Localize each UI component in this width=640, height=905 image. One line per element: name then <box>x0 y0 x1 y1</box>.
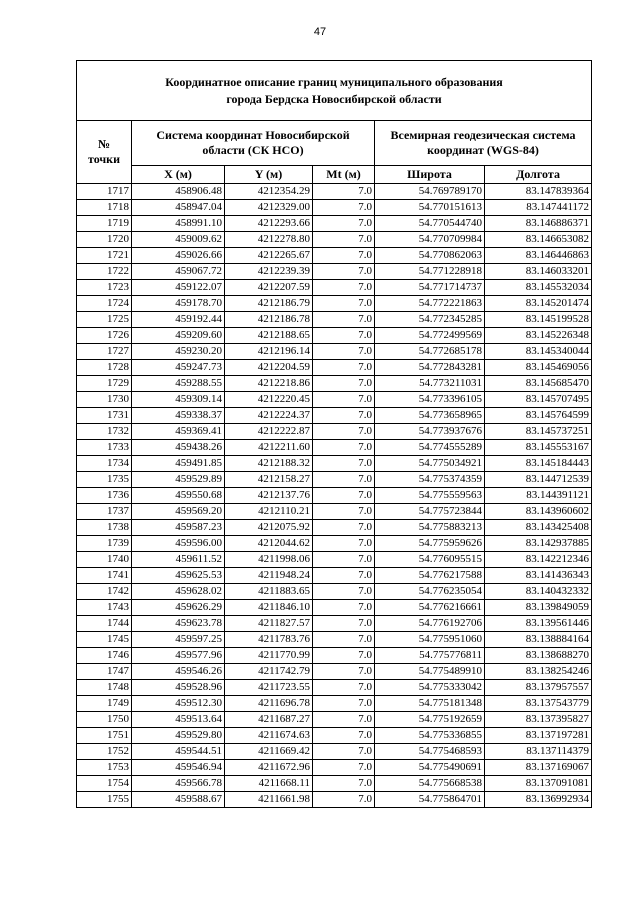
table-row <box>77 520 592 536</box>
x-cell: 459625.53 <box>132 568 225 584</box>
latitude-cell: 54.771228918 <box>375 264 485 280</box>
y-cell: 4212158.27 <box>225 472 313 488</box>
point-number-cell: 1720 <box>77 232 132 248</box>
table-row <box>77 280 592 296</box>
x-cell: 459178.70 <box>132 296 225 312</box>
latitude-cell: 54.774555289 <box>375 440 485 456</box>
x-cell: 459596.00 <box>132 536 225 552</box>
y-cell: 4212218.86 <box>225 376 313 392</box>
point-number-cell: 1738 <box>77 520 132 536</box>
longitude-cell: 83.144712539 <box>485 472 592 488</box>
point-number-cell: 1750 <box>77 712 132 728</box>
point-number-cell: 1729 <box>77 376 132 392</box>
table-row <box>77 424 592 440</box>
latitude-cell: 54.775490691 <box>375 760 485 776</box>
point-number-cell: 1721 <box>77 248 132 264</box>
x-cell: 459628.02 <box>132 584 225 600</box>
table-row <box>77 680 592 696</box>
longitude-cell: 83.138884164 <box>485 632 592 648</box>
x-cell: 459067.72 <box>132 264 225 280</box>
y-cell: 4212224.37 <box>225 408 313 424</box>
mt-cell: 7.0 <box>313 200 375 216</box>
table-row <box>77 216 592 232</box>
longitude-cell: 83.145469056 <box>485 360 592 376</box>
longitude-cell: 83.143425408 <box>485 520 592 536</box>
x-cell: 459544.51 <box>132 744 225 760</box>
longitude-cell: 83.147839364 <box>485 184 592 200</box>
y-cell: 4211723.55 <box>225 680 313 696</box>
x-cell: 459192.44 <box>132 312 225 328</box>
mt-cell: 7.0 <box>313 760 375 776</box>
mt-cell: 7.0 <box>313 472 375 488</box>
point-number-cell: 1744 <box>77 616 132 632</box>
x-cell: 459438.26 <box>132 440 225 456</box>
y-cell: 4211948.24 <box>225 568 313 584</box>
table-row <box>77 232 592 248</box>
mt-cell: 7.0 <box>313 664 375 680</box>
longitude-cell: 83.137543779 <box>485 696 592 712</box>
col-latitude-header: Широта <box>375 166 485 184</box>
table-row <box>77 392 592 408</box>
point-number-cell: 1752 <box>77 744 132 760</box>
longitude-cell: 83.146446863 <box>485 248 592 264</box>
latitude-cell: 54.775776811 <box>375 648 485 664</box>
latitude-cell: 54.770709984 <box>375 232 485 248</box>
mt-cell: 7.0 <box>313 312 375 328</box>
table-caption <box>77 61 592 121</box>
y-cell: 4211783.76 <box>225 632 313 648</box>
latitude-cell: 54.773396105 <box>375 392 485 408</box>
latitude-cell: 54.771714737 <box>375 280 485 296</box>
wgs84-system-header: Всемирная геодезическая система координат (WGS-84) <box>375 121 592 166</box>
x-cell: 459529.89 <box>132 472 225 488</box>
latitude-cell: 54.775951060 <box>375 632 485 648</box>
latitude-cell: 54.770862063 <box>375 248 485 264</box>
y-cell: 4212278.80 <box>225 232 313 248</box>
mt-cell: 7.0 <box>313 232 375 248</box>
x-cell: 459009.62 <box>132 232 225 248</box>
point-number-cell: 1736 <box>77 488 132 504</box>
latitude-cell: 54.775181348 <box>375 696 485 712</box>
table-row <box>77 552 592 568</box>
table-row <box>77 504 592 520</box>
point-number-word: точки <box>87 152 121 166</box>
table-row <box>77 296 592 312</box>
longitude-cell: 83.137395827 <box>485 712 592 728</box>
longitude-cell: 83.139849059 <box>485 600 592 616</box>
y-cell: 4212075.92 <box>225 520 313 536</box>
y-cell: 4211827.57 <box>225 616 313 632</box>
y-cell: 4211883.65 <box>225 584 313 600</box>
y-cell: 4212329.00 <box>225 200 313 216</box>
x-cell: 459569.20 <box>132 504 225 520</box>
table-row <box>77 776 592 792</box>
latitude-cell: 54.770544740 <box>375 216 485 232</box>
y-cell: 4212239.39 <box>225 264 313 280</box>
y-cell: 4212110.21 <box>225 504 313 520</box>
table-row <box>77 360 592 376</box>
point-number-header <box>77 121 132 184</box>
mt-cell: 7.0 <box>313 424 375 440</box>
x-cell: 459587.23 <box>132 520 225 536</box>
table-row <box>77 312 592 328</box>
y-cell: 4211770.99 <box>225 648 313 664</box>
point-number-cell: 1739 <box>77 536 132 552</box>
longitude-cell: 83.145553167 <box>485 440 592 456</box>
x-cell: 459122.07 <box>132 280 225 296</box>
x-cell: 459230.20 <box>132 344 225 360</box>
point-number-cell: 1755 <box>77 792 132 808</box>
point-number-cell: 1748 <box>77 680 132 696</box>
latitude-cell: 54.772345285 <box>375 312 485 328</box>
mt-cell: 7.0 <box>313 392 375 408</box>
table-row <box>77 488 592 504</box>
y-cell: 4212186.78 <box>225 312 313 328</box>
table-row <box>77 664 592 680</box>
y-cell: 4212137.76 <box>225 488 313 504</box>
y-cell: 4212188.32 <box>225 456 313 472</box>
mt-cell: 7.0 <box>313 744 375 760</box>
y-cell: 4211661.98 <box>225 792 313 808</box>
point-number-cell: 1753 <box>77 760 132 776</box>
mt-cell: 7.0 <box>313 680 375 696</box>
x-cell: 459546.94 <box>132 760 225 776</box>
mt-cell: 7.0 <box>313 216 375 232</box>
y-cell: 4212265.67 <box>225 248 313 264</box>
x-cell: 459369.41 <box>132 424 225 440</box>
table-row <box>77 456 592 472</box>
longitude-cell: 83.145685470 <box>485 376 592 392</box>
longitude-cell: 83.146653082 <box>485 232 592 248</box>
table-row <box>77 376 592 392</box>
longitude-cell: 83.136992934 <box>485 792 592 808</box>
col-x-header: X (м) <box>132 166 225 184</box>
longitude-cell: 83.145201474 <box>485 296 592 312</box>
x-cell: 459577.96 <box>132 648 225 664</box>
point-number-cell: 1740 <box>77 552 132 568</box>
x-cell: 459247.73 <box>132 360 225 376</box>
latitude-cell: 54.775034921 <box>375 456 485 472</box>
mt-cell: 7.0 <box>313 440 375 456</box>
mt-cell: 7.0 <box>313 536 375 552</box>
point-number-cell: 1735 <box>77 472 132 488</box>
point-number-cell: 1727 <box>77 344 132 360</box>
longitude-cell: 83.147441172 <box>485 200 592 216</box>
table-row <box>77 568 592 584</box>
table-row <box>77 440 592 456</box>
point-number-cell: 1734 <box>77 456 132 472</box>
col-mt-header: Mt (м) <box>313 166 375 184</box>
caption-line-1: Координатное описание границ муниципального образования <box>165 74 503 89</box>
mt-cell: 7.0 <box>313 248 375 264</box>
longitude-cell: 83.145532034 <box>485 280 592 296</box>
latitude-cell: 54.772685178 <box>375 344 485 360</box>
table-row <box>77 200 592 216</box>
longitude-cell: 83.137197281 <box>485 728 592 744</box>
page-number: 47 <box>313 26 327 38</box>
longitude-cell: 83.145199528 <box>485 312 592 328</box>
point-number-cell: 1723 <box>77 280 132 296</box>
x-cell: 459588.67 <box>132 792 225 808</box>
mt-cell: 7.0 <box>313 456 375 472</box>
longitude-cell: 83.137169067 <box>485 760 592 776</box>
point-number-cell: 1742 <box>77 584 132 600</box>
y-cell: 4212204.59 <box>225 360 313 376</box>
mt-cell: 7.0 <box>313 520 375 536</box>
col-longitude-header: Долгота <box>485 166 592 184</box>
mt-cell: 7.0 <box>313 360 375 376</box>
x-cell: 458991.10 <box>132 216 225 232</box>
point-number-cell: 1730 <box>77 392 132 408</box>
longitude-cell: 83.145707495 <box>485 392 592 408</box>
x-cell: 459550.68 <box>132 488 225 504</box>
table-row <box>77 472 592 488</box>
longitude-cell: 83.145340044 <box>485 344 592 360</box>
mt-cell: 7.0 <box>313 264 375 280</box>
y-cell: 4212196.14 <box>225 344 313 360</box>
mt-cell: 7.0 <box>313 632 375 648</box>
point-number-symbol: № <box>97 137 111 151</box>
table-row <box>77 616 592 632</box>
latitude-cell: 54.775864701 <box>375 792 485 808</box>
y-cell: 4211846.10 <box>225 600 313 616</box>
x-cell: 459566.78 <box>132 776 225 792</box>
col-y-header: Y (м) <box>225 166 313 184</box>
x-cell: 459209.60 <box>132 328 225 344</box>
longitude-cell: 83.137091081 <box>485 776 592 792</box>
mt-cell: 7.0 <box>313 648 375 664</box>
x-cell: 459529.80 <box>132 728 225 744</box>
point-number-cell: 1747 <box>77 664 132 680</box>
point-number-cell: 1751 <box>77 728 132 744</box>
x-cell: 459288.55 <box>132 376 225 392</box>
mt-cell: 7.0 <box>313 280 375 296</box>
mt-cell: 7.0 <box>313 504 375 520</box>
mt-cell: 7.0 <box>313 488 375 504</box>
latitude-cell: 54.772221863 <box>375 296 485 312</box>
y-cell: 4212222.87 <box>225 424 313 440</box>
point-number-cell: 1746 <box>77 648 132 664</box>
x-cell: 459528.96 <box>132 680 225 696</box>
mt-cell: 7.0 <box>313 584 375 600</box>
point-number-cell: 1728 <box>77 360 132 376</box>
y-cell: 4212207.59 <box>225 280 313 296</box>
longitude-cell: 83.140432332 <box>485 584 592 600</box>
latitude-cell: 54.775959626 <box>375 536 485 552</box>
latitude-cell: 54.769789170 <box>375 184 485 200</box>
point-number-cell: 1724 <box>77 296 132 312</box>
longitude-cell: 83.144391121 <box>485 488 592 504</box>
x-cell: 459626.29 <box>132 600 225 616</box>
latitude-cell: 54.772843281 <box>375 360 485 376</box>
y-cell: 4211672.96 <box>225 760 313 776</box>
point-number-cell: 1722 <box>77 264 132 280</box>
latitude-cell: 54.775336855 <box>375 728 485 744</box>
longitude-cell: 83.137957557 <box>485 680 592 696</box>
x-cell: 458906.48 <box>132 184 225 200</box>
latitude-cell: 54.773658965 <box>375 408 485 424</box>
y-cell: 4212044.62 <box>225 536 313 552</box>
latitude-cell: 54.770151613 <box>375 200 485 216</box>
mt-cell: 7.0 <box>313 328 375 344</box>
longitude-cell: 83.143960602 <box>485 504 592 520</box>
latitude-cell: 54.775192659 <box>375 712 485 728</box>
y-cell: 4211668.11 <box>225 776 313 792</box>
longitude-cell: 83.145184443 <box>485 456 592 472</box>
mt-cell: 7.0 <box>313 776 375 792</box>
y-cell: 4212354.29 <box>225 184 313 200</box>
latitude-cell: 54.775668538 <box>375 776 485 792</box>
latitude-cell: 54.775489910 <box>375 664 485 680</box>
mt-cell: 7.0 <box>313 344 375 360</box>
longitude-cell: 83.146886371 <box>485 216 592 232</box>
latitude-cell: 54.776216661 <box>375 600 485 616</box>
point-number-cell: 1733 <box>77 440 132 456</box>
longitude-cell: 83.142937885 <box>485 536 592 552</box>
table-row <box>77 248 592 264</box>
point-number-cell: 1731 <box>77 408 132 424</box>
latitude-cell: 54.775468593 <box>375 744 485 760</box>
mt-cell: 7.0 <box>313 728 375 744</box>
mt-cell: 7.0 <box>313 712 375 728</box>
table-row <box>77 696 592 712</box>
latitude-cell: 54.776235054 <box>375 584 485 600</box>
y-cell: 4212220.45 <box>225 392 313 408</box>
latitude-cell: 54.773937676 <box>375 424 485 440</box>
table-row <box>77 632 592 648</box>
table-row <box>77 648 592 664</box>
longitude-cell: 83.145737251 <box>485 424 592 440</box>
table-row <box>77 536 592 552</box>
longitude-cell: 83.138688270 <box>485 648 592 664</box>
point-number-cell: 1719 <box>77 216 132 232</box>
nso-system-header: Система координат Новосибирской области (СК НСО) <box>132 121 375 166</box>
y-cell: 4211687.27 <box>225 712 313 728</box>
x-cell: 458947.04 <box>132 200 225 216</box>
longitude-cell: 83.141436343 <box>485 568 592 584</box>
table-row <box>77 264 592 280</box>
mt-cell: 7.0 <box>313 568 375 584</box>
x-cell: 459611.52 <box>132 552 225 568</box>
table-row <box>77 792 592 808</box>
longitude-cell: 83.145226348 <box>485 328 592 344</box>
longitude-cell: 83.139561446 <box>485 616 592 632</box>
y-cell: 4211669.42 <box>225 744 313 760</box>
latitude-cell: 54.775333042 <box>375 680 485 696</box>
table-row <box>77 328 592 344</box>
table-row <box>77 344 592 360</box>
mt-cell: 7.0 <box>313 600 375 616</box>
mt-cell: 7.0 <box>313 376 375 392</box>
table-row <box>77 760 592 776</box>
y-cell: 4212188.65 <box>225 328 313 344</box>
x-cell: 459513.64 <box>132 712 225 728</box>
latitude-cell: 54.775559563 <box>375 488 485 504</box>
point-number-cell: 1737 <box>77 504 132 520</box>
table-row <box>77 184 592 200</box>
coordinates-table <box>76 60 592 808</box>
x-cell: 459491.85 <box>132 456 225 472</box>
y-cell: 4212186.79 <box>225 296 313 312</box>
point-number-cell: 1732 <box>77 424 132 440</box>
point-number-cell: 1749 <box>77 696 132 712</box>
mt-cell: 7.0 <box>313 408 375 424</box>
point-number-cell: 1754 <box>77 776 132 792</box>
point-number-cell: 1741 <box>77 568 132 584</box>
table-row <box>77 600 592 616</box>
point-number-cell: 1745 <box>77 632 132 648</box>
mt-cell: 7.0 <box>313 552 375 568</box>
mt-cell: 7.0 <box>313 184 375 200</box>
latitude-cell: 54.776192706 <box>375 616 485 632</box>
x-cell: 459546.26 <box>132 664 225 680</box>
table-body <box>77 184 592 808</box>
latitude-cell: 54.776217588 <box>375 568 485 584</box>
y-cell: 4211998.06 <box>225 552 313 568</box>
table-row <box>77 744 592 760</box>
latitude-cell: 54.775374359 <box>375 472 485 488</box>
longitude-cell: 83.146033201 <box>485 264 592 280</box>
x-cell: 459338.37 <box>132 408 225 424</box>
longitude-cell: 83.145764599 <box>485 408 592 424</box>
longitude-cell: 83.137114379 <box>485 744 592 760</box>
mt-cell: 7.0 <box>313 792 375 808</box>
y-cell: 4212293.66 <box>225 216 313 232</box>
longitude-cell: 83.142212346 <box>485 552 592 568</box>
y-cell: 4211742.79 <box>225 664 313 680</box>
table-row <box>77 712 592 728</box>
latitude-cell: 54.772499569 <box>375 328 485 344</box>
point-number-cell: 1726 <box>77 328 132 344</box>
x-cell: 459512.30 <box>132 696 225 712</box>
mt-cell: 7.0 <box>313 616 375 632</box>
y-cell: 4211696.78 <box>225 696 313 712</box>
x-cell: 459623.78 <box>132 616 225 632</box>
mt-cell: 7.0 <box>313 696 375 712</box>
latitude-cell: 54.775723844 <box>375 504 485 520</box>
latitude-cell: 54.775883213 <box>375 520 485 536</box>
point-number-cell: 1743 <box>77 600 132 616</box>
x-cell: 459597.25 <box>132 632 225 648</box>
latitude-cell: 54.773211031 <box>375 376 485 392</box>
longitude-cell: 83.138254246 <box>485 664 592 680</box>
x-cell: 459309.14 <box>132 392 225 408</box>
caption-line-2: города Бердска Новосибирской области <box>226 91 442 106</box>
point-number-cell: 1718 <box>77 200 132 216</box>
latitude-cell: 54.776095515 <box>375 552 485 568</box>
table-row <box>77 584 592 600</box>
point-number-cell: 1725 <box>77 312 132 328</box>
point-number-cell: 1717 <box>77 184 132 200</box>
table-row <box>77 728 592 744</box>
y-cell: 4212211.60 <box>225 440 313 456</box>
x-cell: 459026.66 <box>132 248 225 264</box>
table-row <box>77 408 592 424</box>
mt-cell: 7.0 <box>313 296 375 312</box>
y-cell: 4211674.63 <box>225 728 313 744</box>
